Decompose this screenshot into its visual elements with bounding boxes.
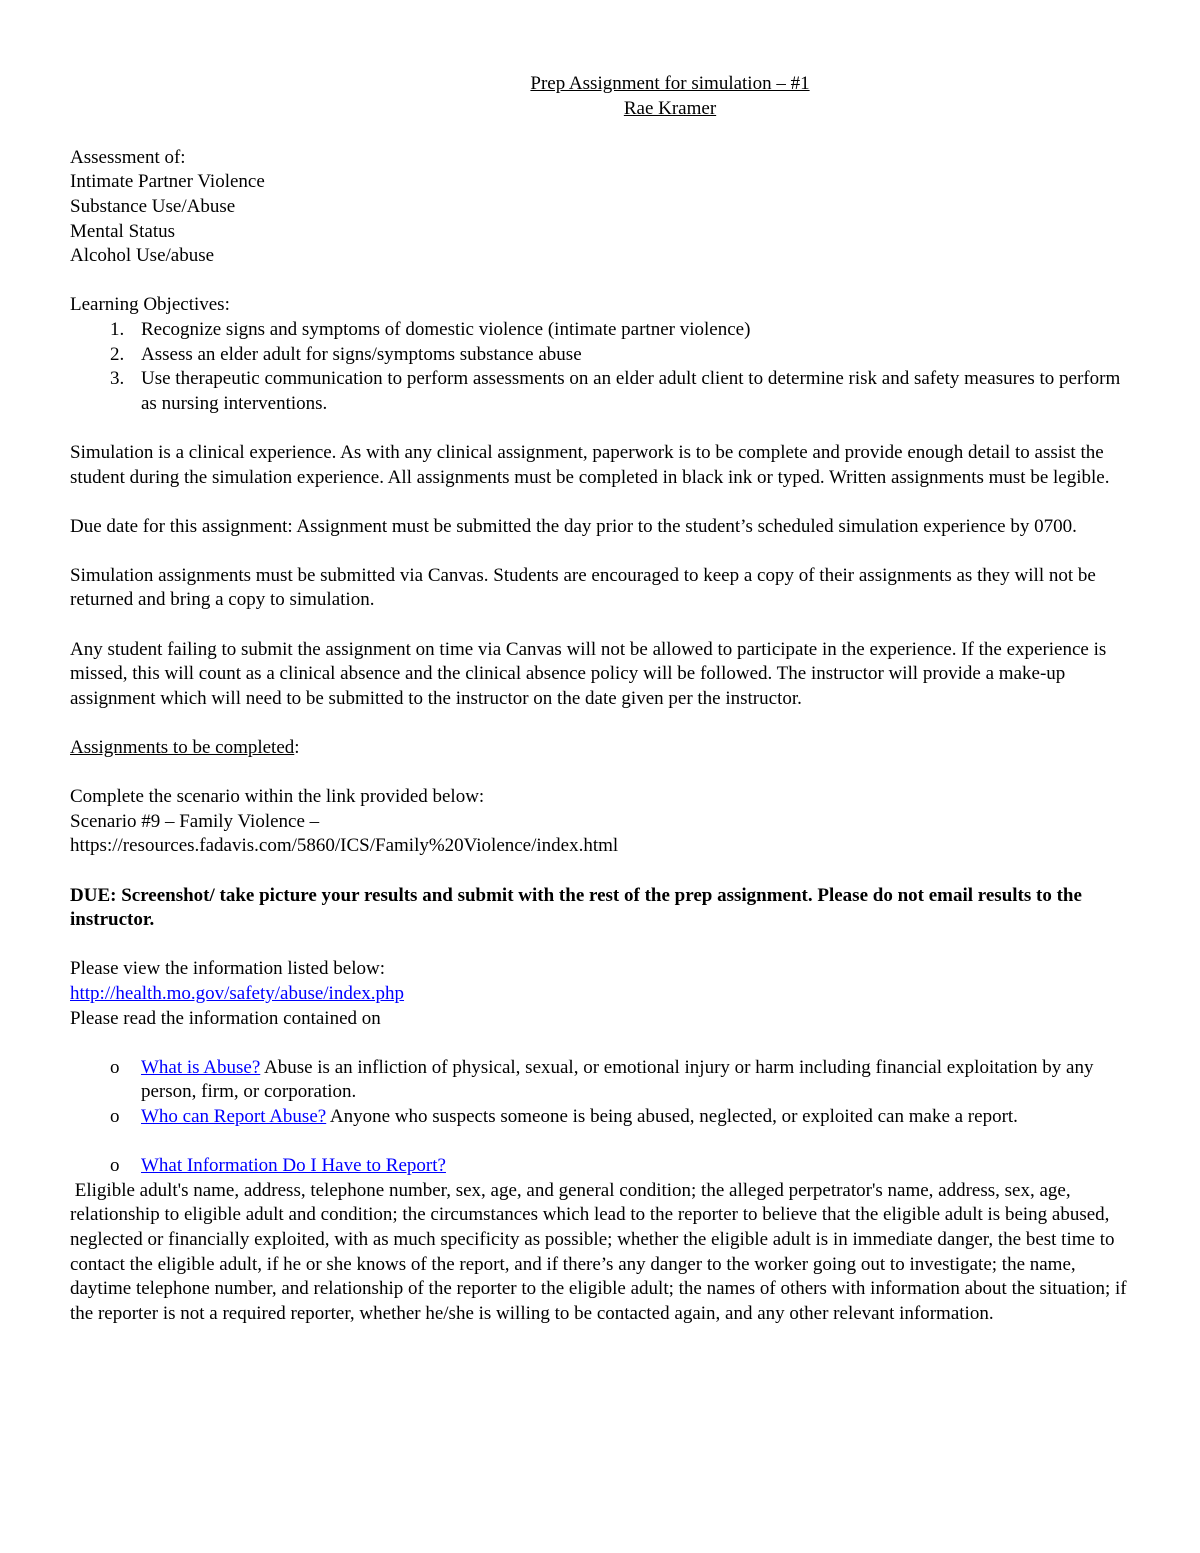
assignments-heading-colon: : <box>294 737 300 759</box>
complete-scenario-line: Complete the scenario within the link provided below: <box>70 786 485 808</box>
scenario-url: https://resources.fadavis.com/5860/ICS/Family%20Violence/index.html <box>70 835 619 857</box>
due-note: DUE: Screenshot/ take picture your results and submit with the rest of the prep assignment. Please do not email results to the instructor. <box>70 884 1082 931</box>
objectives-list <box>70 318 1140 416</box>
objective-number: 1. <box>110 318 125 340</box>
objective-item <box>70 318 1140 343</box>
objective-number: 3. <box>110 368 125 390</box>
bullet-icon: o <box>110 1155 120 1177</box>
simulation-paragraph: Simulation is a clinical experience. As with any clinical assignment, paperwork is to be complete and provide enough detail to assist the student during the simulation experience. All assignments must be completed in black ink or typed. Written assignments must be legible. <box>70 441 1110 488</box>
objective-text: Assess an elder adult for signs/symptoms substance abuse <box>141 343 582 365</box>
objective-item <box>70 367 1140 416</box>
bullet-text: Anyone who suspects someone is being abused, neglected, or exploited can make a report. <box>326 1105 1018 1127</box>
bullet-icon: o <box>110 1056 120 1078</box>
read-info-line: Please read the information contained on <box>70 1007 381 1029</box>
objectives-heading: Learning Objectives: <box>70 294 230 316</box>
bullet-icon: o <box>110 1105 120 1127</box>
scenario-line: Scenario #9 – Family Violence – <box>70 810 320 832</box>
failing-paragraph: Any student failing to submit the assignment on time via Canvas will not be allowed to participate in the experience. If the experience is missed, this will count as a clinical absence and the clinical absence policy will be followed. The instructor will provide a make-up assignment which will need to be submitted to the instructor on the date given per the instructor. <box>70 638 1107 709</box>
who-can-report-link[interactable]: Who can Report Abuse? <box>141 1105 327 1127</box>
assessment-heading: Assessment of: <box>70 146 186 168</box>
assessment-item: Mental Status <box>70 220 176 242</box>
bullet-item-what-is-abuse <box>70 1056 1140 1105</box>
document-author: Rae Kramer <box>623 97 717 119</box>
assignments-heading <box>70 736 1140 761</box>
bullet-item-who-can-report <box>70 1105 1140 1130</box>
document-title: Prep Assignment for simulation – #1 <box>530 73 810 94</box>
report-paragraph: Eligible adult's name, address, telephone number, sex, age, and general condition; the alleged perpetrator's name, address, sex, age, relationship to eligible adult and condition; the circumstances which lead to the reporter to believe that the eligible adult is being abused, neglected or financially exploited, with as much specificity as possible; whether the eligible adult is in immediate danger, the best time to contact the eligible adult, if he or she knows of the report, and if there’s any danger to the worker going out to investigate; the name, daytime telephone number, and relationship of the reporter to the eligible adult; the names of others with information about the situation; if the reporter is not a required reporter, whether he/she is willing to be contacted again, and any other relevant information. <box>70 1179 1132 1324</box>
canvas-paragraph: Simulation assignments must be submitted via Canvas. Students are encouraged to keep a copy of their assignments as they will not be returned and bring a copy to simulation. <box>70 564 1096 611</box>
info-bullet-list-2 <box>70 1154 1140 1179</box>
what-is-abuse-link[interactable]: What is Abuse? <box>141 1056 261 1078</box>
objective-item <box>70 343 1140 368</box>
info-bullet-list <box>70 1056 1140 1130</box>
due-date-paragraph: Due date for this assignment: Assignment must be submitted the day prior to the student’s scheduled simulation experience by 0700. <box>70 515 1077 537</box>
assessment-item: Intimate Partner Violence <box>70 171 265 193</box>
assessment-item: Alcohol Use/abuse <box>70 245 215 267</box>
objective-text: Use therapeutic communication to perform assessments on an elder adult client to determine risk and safety measures to perform as nursing interventions. <box>141 368 1121 414</box>
health-mo-link[interactable]: http://health.mo.gov/safety/abuse/index.php <box>70 982 405 1004</box>
document-page <box>70 72 1140 1326</box>
bullet-item-what-info <box>70 1154 1140 1179</box>
objective-text: Recognize signs and symptoms of domestic violence (intimate partner violence) <box>141 318 751 340</box>
assessment-item: Substance Use/Abuse <box>70 195 236 217</box>
what-info-link[interactable]: What Information Do I Have to Report? <box>141 1155 446 1177</box>
assignments-heading-text: Assignments to be completed <box>70 737 295 759</box>
view-info-line: Please view the information listed below: <box>70 958 386 980</box>
bullet-text: Abuse is an infliction of physical, sexual, or emotional injury or harm including financial exploitation by any person, firm, or corporation. <box>141 1056 1094 1103</box>
objective-number: 2. <box>110 343 125 365</box>
